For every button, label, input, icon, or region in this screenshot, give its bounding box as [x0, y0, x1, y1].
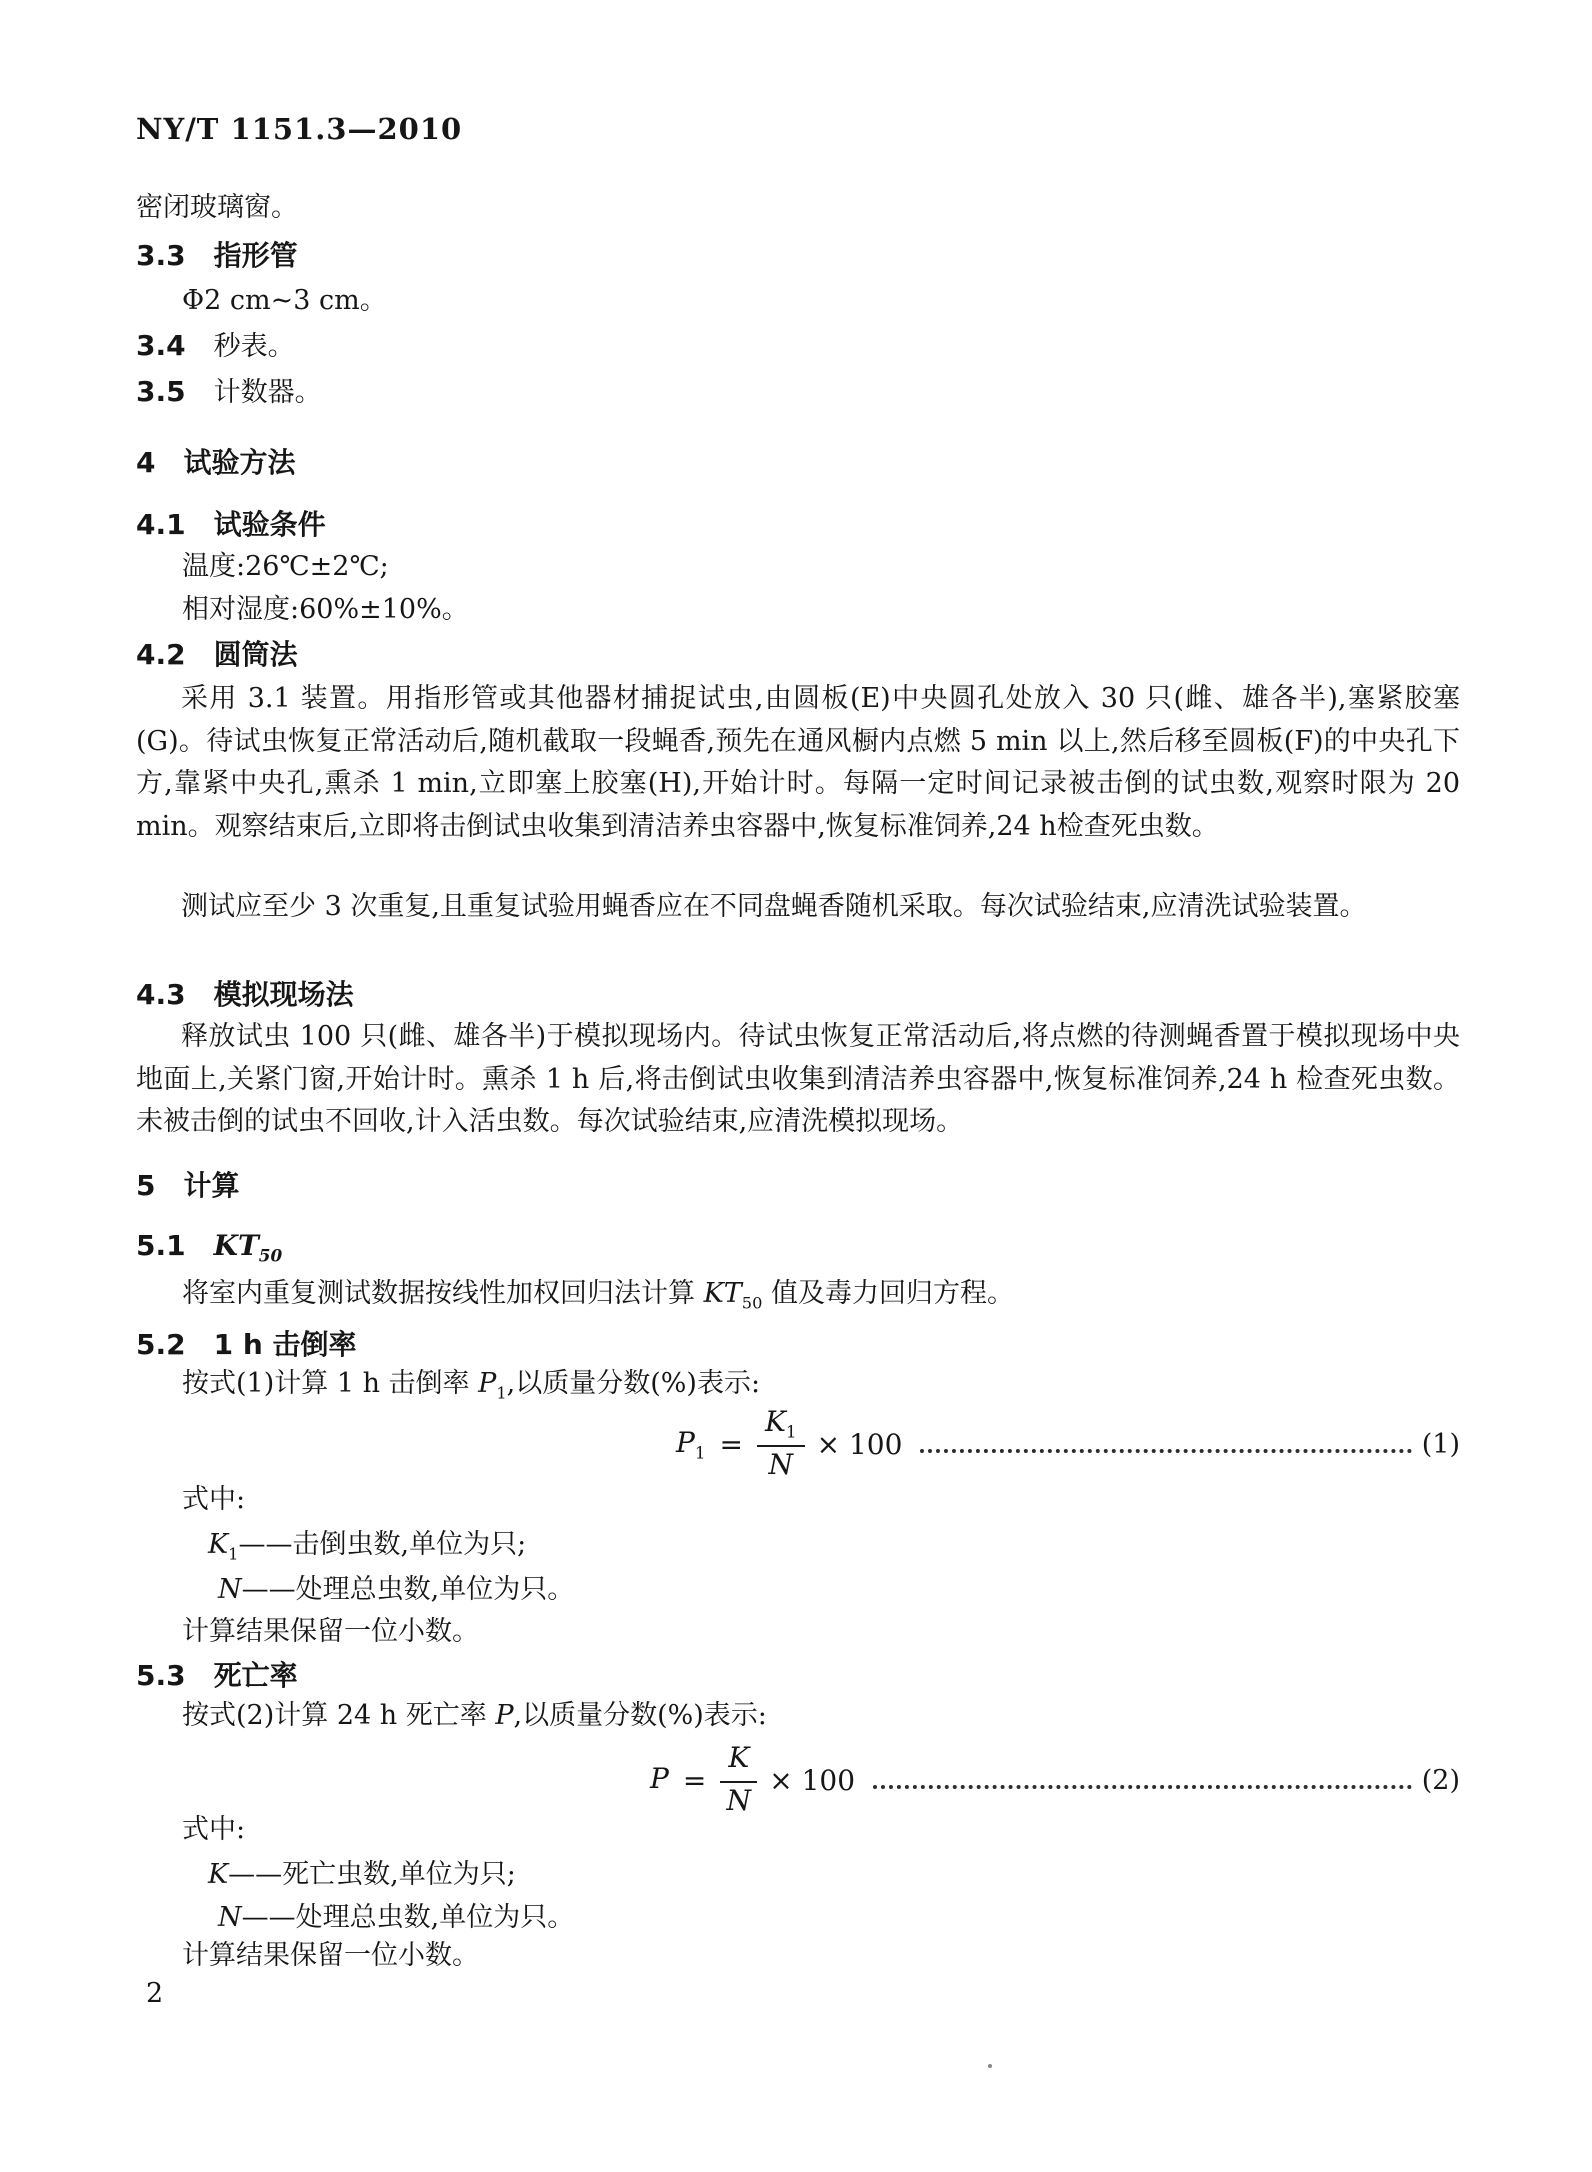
math-symbol: N [218, 1902, 242, 1933]
paragraph-sealed-window: 密闭玻璃窗。 [136, 192, 298, 223]
clause-title: 计算 [183, 1169, 240, 1202]
where-label: 式中: [182, 1484, 246, 1515]
clause-number: 4 [136, 446, 156, 479]
fraction [720, 1742, 757, 1817]
clause-title: 试验方法 [183, 446, 296, 479]
math-symbol: K [208, 1859, 229, 1890]
where-label: 式中: [182, 1814, 246, 1845]
doc-code-header: NY/T 1151.3—2010 [136, 112, 463, 146]
math-subscript: 50 [258, 1245, 283, 1266]
clause-number: 5.1 [136, 1229, 186, 1262]
heading-5-2 [136, 1323, 357, 1363]
clause-number: 5 [136, 1169, 156, 1202]
where-item-k1 [208, 1525, 526, 1574]
paragraph-4-2-1: 采用 3.1 装置。用指形管或其他器材捕捉试虫,由圆板(E)中央圆孔处放入 30 只(雌、雄各半),塞紧胶塞(G)。待试虫恢复正常活动后,随机截取一段蝇香,预先在通风橱内点燃 5 min 以上,然后移至圆板(F)的中央孔下方,靠紧中央孔,熏杀 1 min,立即塞上胶塞(H),开始计时。每隔一定时间记录被击倒的试虫数,观察时限为 20 min。观察结束后,立即将击倒试虫收集到清洁养虫容器中,恢复标准饲养,24 h检查死虫数。 [136, 683, 1460, 842]
text-segment: ,以质量分数(%)表示: [506, 1368, 761, 1399]
clause-3-4 [136, 327, 295, 367]
calculation-note: 计算结果保留一位小数。 [182, 1940, 479, 1971]
math-symbol: K [765, 1405, 786, 1439]
line-humidity: 相对湿度:60%±10%。 [182, 594, 469, 625]
formula-lhs [650, 1762, 669, 1799]
fraction-numerator [720, 1742, 757, 1783]
heading-5-3 [136, 1654, 298, 1694]
fraction-numerator [757, 1406, 805, 1447]
paragraph-4-3-1: 释放试虫 100 只(雌、雄各半)于模拟现场内。待试虫恢复正常活动后,将点燃的待测蝇香置于模拟现场中央地面上,关紧门窗,开始计时。熏杀 1 h 后,将击倒试虫收集到清洁养虫容器中,恢复标准饲养,24 h 检查死虫数。未被击倒的试虫不回收,计入活虫数。每次试验结束,应清洗模拟现场。 [136, 1021, 1460, 1137]
clause-title: 试验条件 [213, 508, 326, 541]
math-subscript: 50 [741, 1293, 763, 1313]
clause-title: 模拟现场法 [213, 978, 354, 1011]
equals-sign: = [682, 1763, 707, 1797]
heading-4 [136, 441, 296, 481]
clause-text: 秒表。 [213, 331, 295, 362]
clause-number: 3.3 [136, 239, 186, 272]
where-description: ——处理总虫数,单位为只。 [241, 1902, 575, 1933]
clause-number: 5.2 [136, 1328, 186, 1361]
clause-number: 5.3 [136, 1659, 186, 1692]
dotted-leader [920, 1449, 1411, 1453]
math-symbol: N [218, 1574, 242, 1605]
fraction [757, 1406, 805, 1481]
where-item-k [208, 1855, 516, 1904]
clause-title: 指形管 [213, 239, 298, 272]
clause-number: 4.3 [136, 978, 186, 1011]
math-subscript: 1 [694, 1442, 706, 1463]
text-segment: 将室内重复测试数据按线性加权回归法计算 [182, 1278, 704, 1309]
equation-number: (1) [1421, 1428, 1460, 1460]
text-segment: ,以质量分数(%)表示: [513, 1700, 767, 1731]
clause-number: 4.2 [136, 638, 186, 671]
clause-title-kt50 [214, 1229, 283, 1266]
math-symbol: KT [703, 1278, 742, 1309]
fraction-denominator: N [768, 1448, 794, 1482]
math-symbol: P [650, 1761, 669, 1795]
heading-5-1 [136, 1229, 282, 1266]
formula-1 [136, 1405, 1460, 1482]
formula-spacer [136, 1780, 650, 1781]
heading-4-3 [136, 973, 354, 1013]
text-segment: 按式(1)计算 1 h 击倒率 [182, 1368, 479, 1399]
heading-4-1 [136, 503, 326, 543]
clause-title: 死亡率 [213, 1659, 298, 1692]
math-symbol: K [728, 1741, 750, 1775]
equation-number: (2) [1421, 1764, 1460, 1796]
paragraph-3-3: Φ2 cm~3 cm。 [182, 285, 387, 316]
heading-3-3 [136, 234, 298, 274]
math-symbol: K [208, 1529, 229, 1560]
multiplier: × 100 [769, 1763, 856, 1797]
clause-title: 圆筒法 [213, 638, 298, 671]
math-subscript: 1 [496, 1383, 507, 1403]
clause-number: 3.5 [136, 375, 186, 408]
text-segment: 值及毒力回归方程。 [762, 1278, 1014, 1309]
math-symbol: P [495, 1700, 514, 1731]
math-symbol: P [478, 1368, 497, 1399]
clause-3-5 [136, 373, 322, 413]
clause-title: 1 h 击倒率 [213, 1328, 357, 1361]
clause-number: 4.1 [136, 508, 186, 541]
clause-text: 计数器。 [213, 377, 322, 408]
heading-4-2 [136, 633, 298, 673]
math-symbol: KT [213, 1229, 259, 1262]
dotted-leader [873, 1785, 1412, 1789]
line-temperature: 温度:26℃±2℃; [182, 551, 389, 582]
text-segment: 按式(2)计算 24 h 死亡率 [182, 1700, 496, 1731]
where-description: ——击倒虫数,单位为只; [238, 1529, 527, 1560]
math-symbol: P [676, 1425, 695, 1459]
scan-artifact-dot [988, 2064, 992, 2068]
math-subscript: 1 [228, 1544, 239, 1564]
formula-lhs [676, 1426, 706, 1463]
equals-sign: = [719, 1427, 743, 1461]
heading-5 [136, 1164, 240, 1204]
math-subscript: 1 [785, 1422, 797, 1443]
paragraph-5-1 [182, 1274, 1462, 1323]
multiplier: × 100 [816, 1427, 903, 1461]
where-description: ——处理总虫数,单位为只。 [241, 1574, 575, 1605]
paragraph-5-3-intro [182, 1696, 767, 1745]
page-number: 2 [146, 1978, 164, 2009]
formula-2 [136, 1741, 1460, 1818]
calculation-note: 计算结果保留一位小数。 [182, 1616, 479, 1647]
clause-number: 3.4 [136, 329, 186, 362]
fraction-denominator: N [726, 1784, 752, 1818]
paragraph-4-2-2: 测试应至少 3 次重复,且重复试验用蝇香应在不同盘蝇香随机采取。每次试验结束,应清洗试验装置。 [181, 891, 1367, 922]
paragraph-5-2-intro [182, 1364, 760, 1413]
formula-spacer [136, 1444, 676, 1445]
where-description: ——死亡虫数,单位为只; [228, 1859, 516, 1890]
